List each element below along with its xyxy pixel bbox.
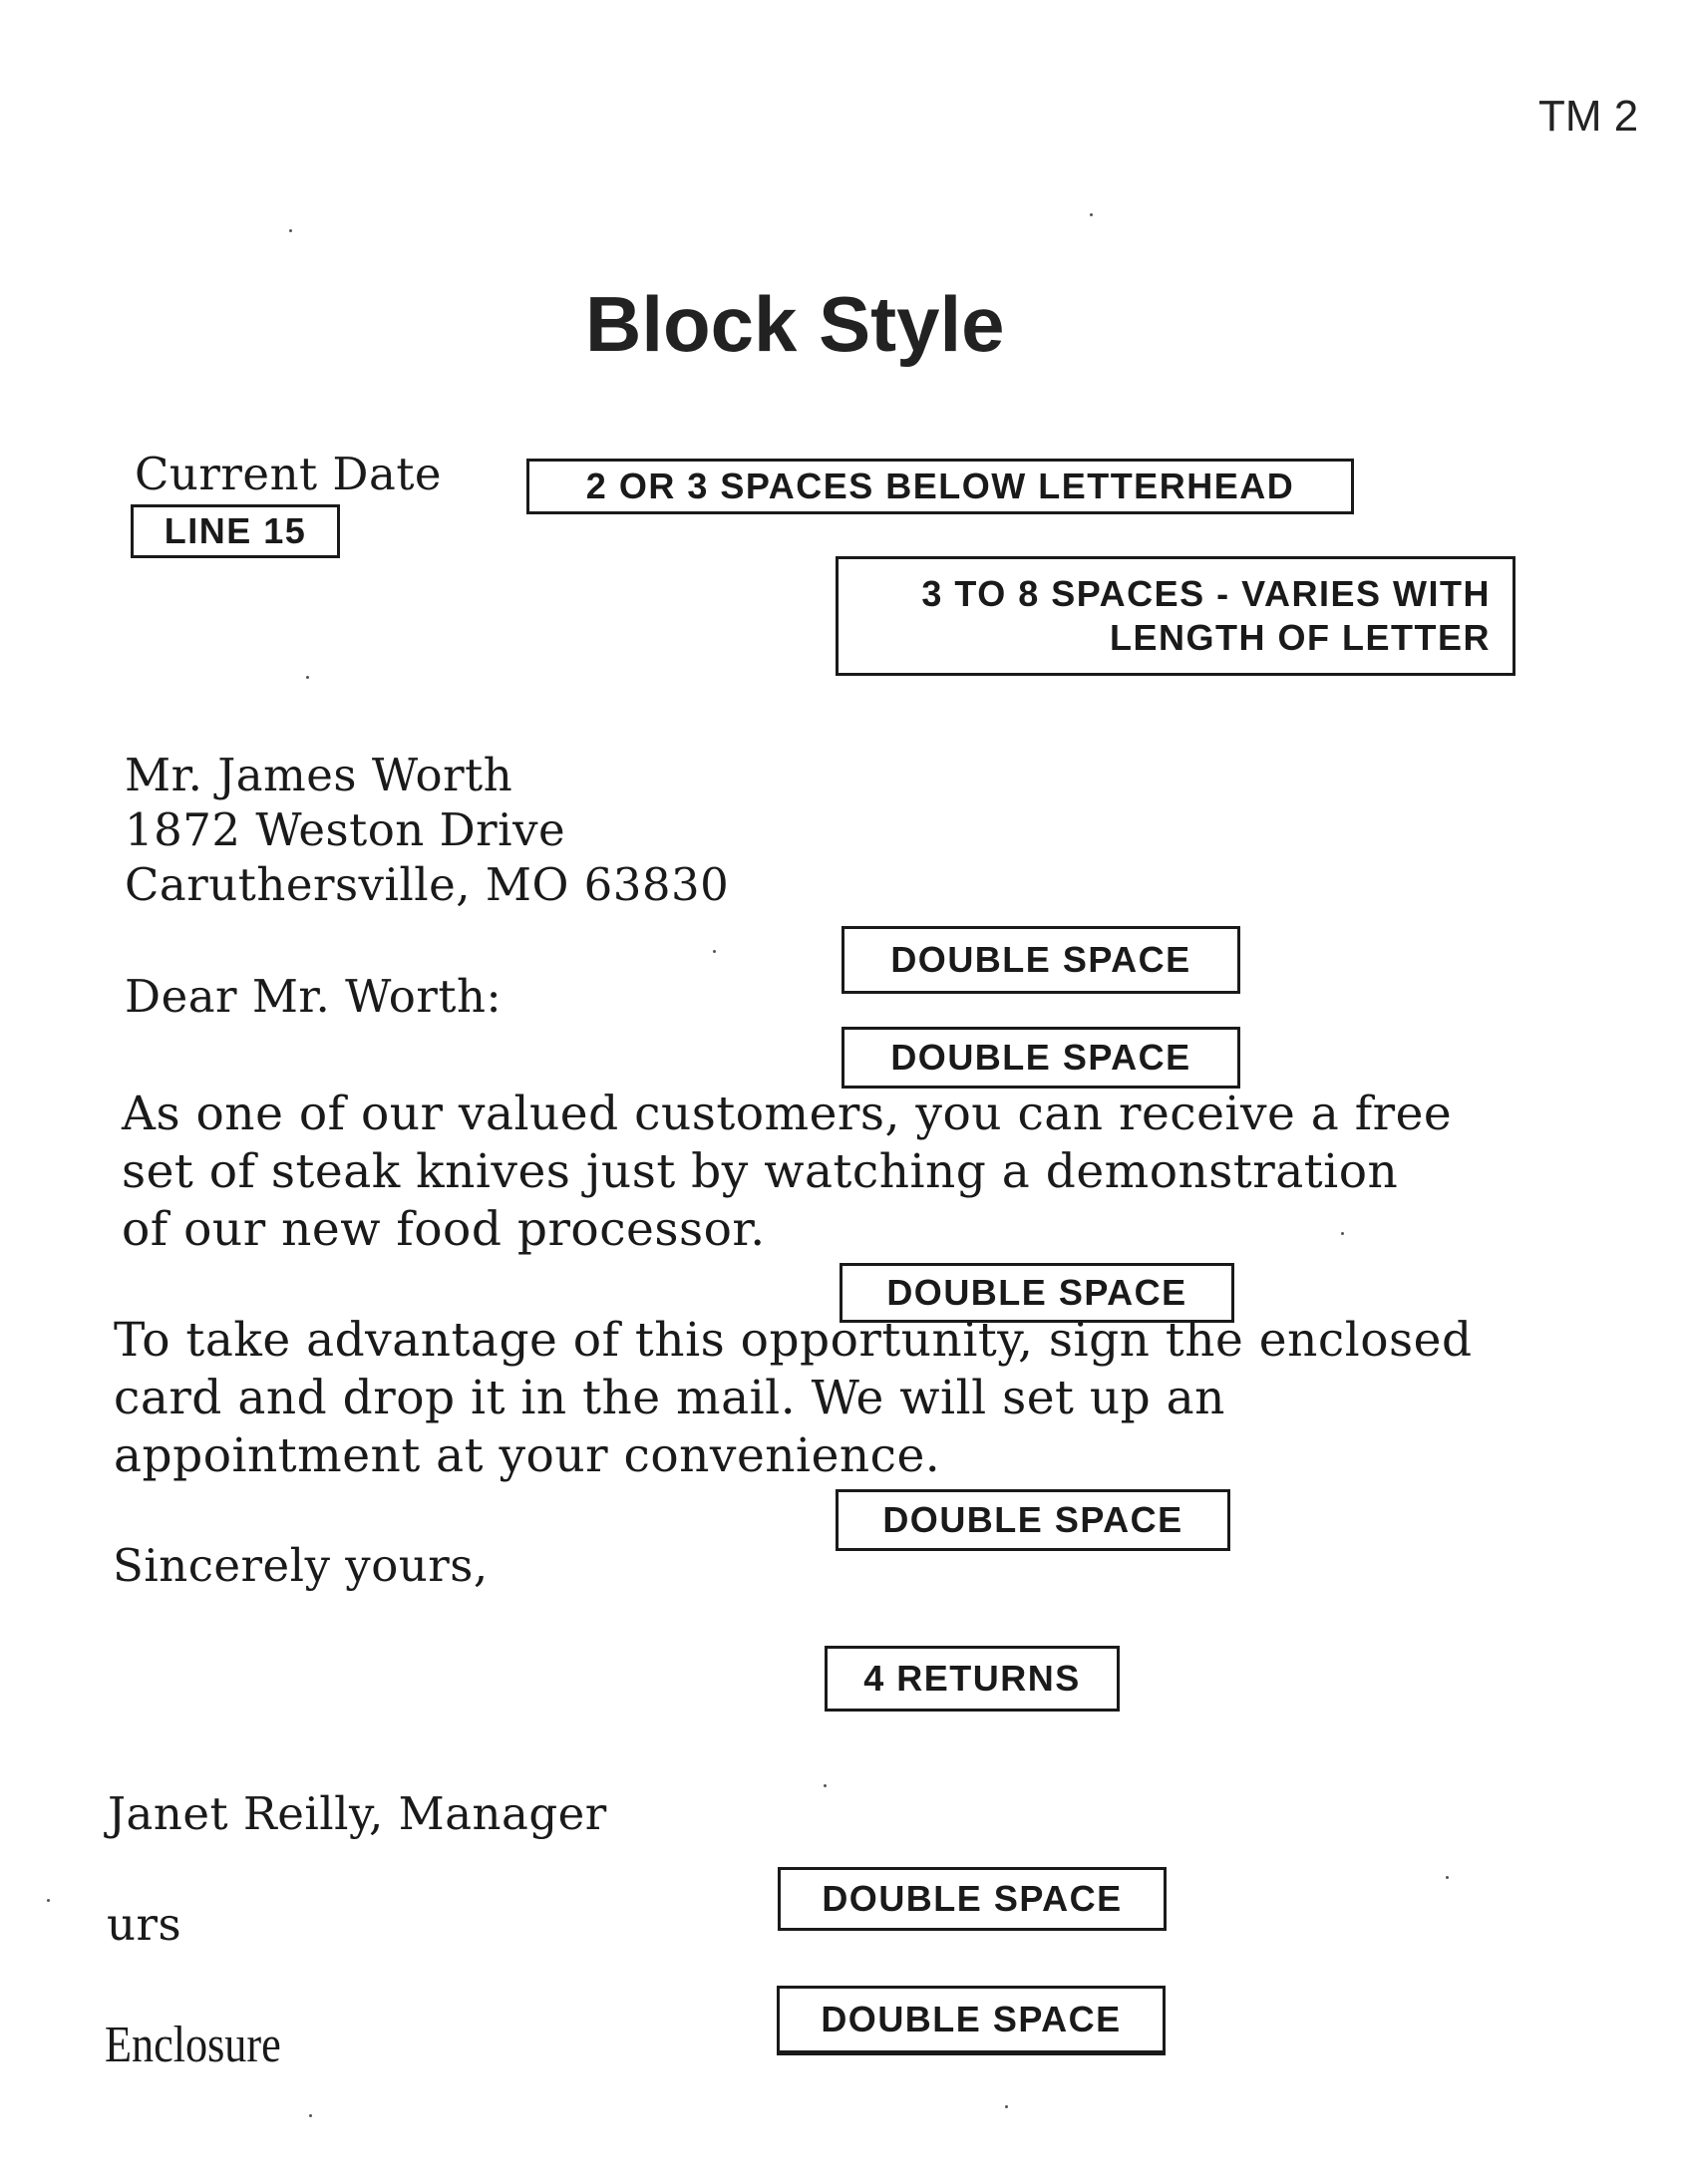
double-space-note: DOUBLE SPACE — [778, 1867, 1167, 1931]
salutation: Dear Mr. Worth: — [125, 970, 503, 1023]
scan-speck — [306, 676, 309, 679]
body-line: of our new food processor. — [122, 1202, 766, 1257]
address-spacing-note-line-1: 3 TO 8 SPACES - VARIES WITH — [921, 573, 1491, 614]
page-title: Block Style — [585, 280, 1005, 368]
body-line: card and drop it in the mail. We will set up an — [114, 1371, 1225, 1425]
double-space-note: DOUBLE SPACE — [841, 1027, 1240, 1089]
body-paragraph-1 — [122, 1086, 1452, 1259]
body-line: To take advantage of this opportunity, sign the enclosed — [114, 1313, 1473, 1368]
double-space-note: DOUBLE SPACE — [836, 1489, 1230, 1551]
body-line: appointment at your convenience. — [114, 1428, 941, 1483]
page-id: TM 2 — [1538, 92, 1639, 141]
letter-date: Current Date — [135, 448, 443, 500]
address-spacing-note-line-2: LENGTH OF LETTER — [1110, 617, 1491, 658]
scan-speck — [47, 1899, 50, 1902]
inside-address — [125, 748, 729, 912]
enclosure-notation: Enclosure — [105, 2017, 281, 2073]
date-line-note: LINE 15 — [131, 504, 340, 558]
reference-initials: urs — [107, 1898, 182, 1951]
scan-speck — [309, 2114, 312, 2117]
body-line: As one of our valued customers, you can receive a free — [122, 1087, 1453, 1141]
address-line: Caruthersville, MO 63830 — [125, 858, 730, 911]
scan-speck — [1090, 213, 1093, 216]
scan-speck — [289, 229, 292, 232]
scan-speck — [1005, 2105, 1008, 2108]
returns-note: 4 RETURNS — [825, 1646, 1120, 1712]
address-line: Mr. James Worth — [125, 749, 513, 801]
scan-speck — [1446, 1876, 1449, 1879]
double-space-note: DOUBLE SPACE — [777, 1986, 1166, 2055]
date-spacing-note: 2 OR 3 SPACES BELOW LETTERHEAD — [526, 459, 1354, 514]
body-line: set of steak knives just by watching a demonstration — [122, 1144, 1399, 1199]
double-space-note: DOUBLE SPACE — [840, 1263, 1234, 1323]
scan-speck — [713, 950, 716, 953]
address-spacing-note — [836, 556, 1515, 676]
complimentary-close: Sincerely yours, — [113, 1539, 489, 1592]
address-line: 1872 Weston Drive — [125, 803, 566, 856]
double-space-note: DOUBLE SPACE — [841, 926, 1240, 994]
signature-line: Janet Reilly, Manager — [108, 1787, 607, 1840]
scan-speck — [1341, 1232, 1344, 1235]
scan-speck — [824, 1784, 827, 1787]
body-paragraph-2 — [114, 1312, 1473, 1485]
